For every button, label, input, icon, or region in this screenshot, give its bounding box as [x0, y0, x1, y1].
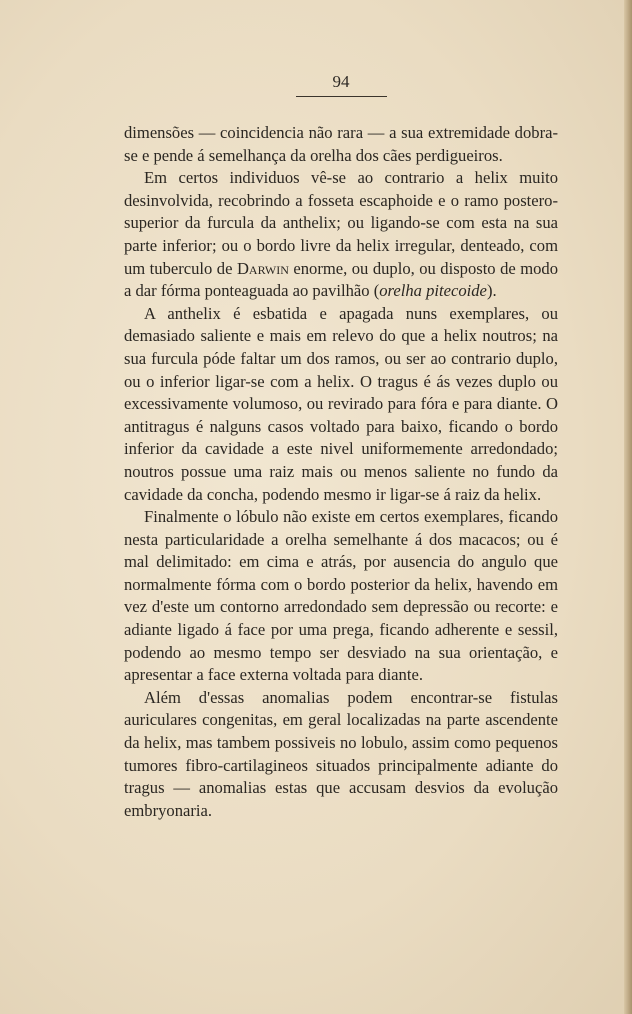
- paragraph-helix-text-start: Em certos individuos vê-se ao contrario a helix muito desinvolvida, recobrindo a fosseta escaphoide e o ramo postero-superior da furcula da anthelix; ou ligando-se com esta na sua parte inferior; ou o bordo livre da helix irregular, denteado, com um tuberculo de: [124, 168, 558, 278]
- paragraph-helix-text-middle: enorme, ou duplo, ou disposto de modo a dar fórma ponteaguada ao pavilhão (: [124, 258, 558, 301]
- page-edge: [624, 0, 632, 1014]
- paragraph-helix-text-end: ).: [486, 281, 497, 301]
- term-orelha-pitecoide: orelha pitecoide: [379, 281, 487, 301]
- page-number: 94: [332, 72, 350, 91]
- body-text: [124, 122, 558, 822]
- paragraph-helix: [124, 167, 558, 303]
- author-name-darwin: Darwin: [236, 258, 289, 278]
- paragraph-anthelix: A anthelix é esbatida e apagada nuns exemplares, ou demasiado saliente e mais em relevo do que a helix noutros; na sua furcula póde faltar um dos ramos, ou ser ao contrario duplo, ou o inferior ligar-se com a helix. O tragus é ás vezes duplo ou excessivamente volumoso, ou revirado para fóra e para diante. O antitragus é nalguns casos voltado para baixo, ficando o bordo inferior da cavidade a este nivel uniformemente arredondado; noutros possue uma raiz mais ou menos saliente no fundo da cavidade da concha, podendo mesmo ir ligar-se á raiz da helix.: [124, 303, 558, 504]
- page-number-rule: [296, 96, 387, 97]
- paragraph-fistulas: Além d'essas anomalias podem encontrar-se fistulas auriculares congenitas, em geral localizadas na parte ascendente da helix, mas tambem possiveis no lobulo, assim como pequenos tumores fibro-cartilagineos situados principalmente adiante do tragus — anomalias estas que accusam desvios da evolução embryonaria.: [124, 687, 558, 820]
- paragraph-lobulo: Finalmente o lóbulo não existe em certos exemplares, ficando nesta particularidade a orelha semelhante á dos macacos; ou é mal delimitado: em cima e atrás, por ausencia do angulo que normalmente fórma com o bordo posterior da helix, havendo em vez d'este um contorno arredondado sem depressão ou recorte: e adiante ligado á face por uma prega, ficando adherente e sessil, podendo ao mesmo tempo ser desviado na sua orientação, e apresentar a face externa voltada para diante.: [124, 507, 558, 685]
- paragraph-continuation: dimensões — coincidencia não rara — a sua extremidade dobra-se e pende á semelhança da orelha dos cães perdigueiros.: [124, 123, 558, 165]
